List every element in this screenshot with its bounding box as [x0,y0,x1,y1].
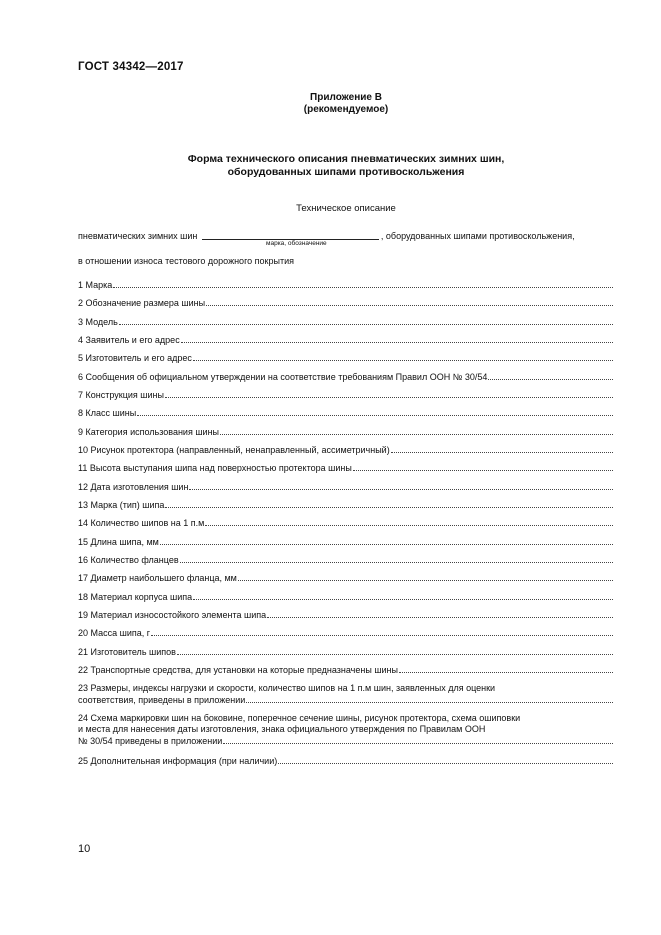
form-item-label: 22 Транспортные средства, для установки на которые предназначены шины [78,665,399,675]
form-item [78,646,613,658]
form-item-24 [78,713,613,747]
fill-in-leader[interactable] [189,481,613,490]
fill-in-leader[interactable] [246,694,613,703]
fill-in-leader[interactable] [181,334,613,343]
fill-in-leader[interactable] [119,316,613,325]
form-item [78,572,613,584]
form-item [78,627,613,639]
form-item [78,316,613,328]
form-item [78,389,613,401]
form-item-label: 23 Размеры, индексы нагрузки и скорости, количество шипов на 1 п.м шин, заявленных для оценки [78,683,496,693]
form-item-label: 11 Высота выступания шипа над поверхностью протектора шины [78,463,352,473]
form-item [78,279,613,291]
standard-code: ГОСТ 34342—2017 [78,61,184,73]
form-item-label: 18 Материал корпуса шипа [78,592,193,602]
form-item-label: 7 Конструкция шины [78,390,164,400]
form-item-label: 9 Категория использования шины [78,427,220,437]
form-item-label: № 30/54 приведены в приложении [78,736,223,746]
fill-in-leader[interactable] [353,462,613,471]
intro-line [78,229,613,241]
fill-in-leader[interactable] [137,407,613,416]
fill-in-leader[interactable] [160,536,613,545]
fill-in-leader[interactable] [223,735,613,744]
fill-in-leader[interactable] [151,627,613,636]
fill-in-leader[interactable] [177,646,613,655]
form-item [78,371,613,383]
form-item-label: 12 Дата изготовления шин [78,482,189,492]
appendix-title: Приложение В [310,92,382,103]
form-item-label: соответствия, приведены в приложении [78,695,246,705]
form-item-label: 19 Материал износостойкого элемента шипа [78,610,267,620]
form-title-line-2: оборудованных шипами противоскольжения [227,166,465,178]
form-item-label: 20 Масса шипа, г [78,628,151,638]
form-item-label: 1 Марка [78,280,113,290]
fill-in-leader[interactable] [206,297,613,306]
form-item-label: 3 Модель [78,317,118,327]
form-item [78,462,613,474]
fill-in-leader[interactable] [205,517,613,526]
form-item [78,536,613,548]
intro-suffix: , оборудованных шипами противоскольжения, [380,231,575,241]
fill-in-leader[interactable] [113,279,613,288]
form-item [78,554,613,566]
fill-in-leader[interactable] [488,371,613,380]
fill-in-leader[interactable] [180,554,613,563]
fill-in-leader[interactable] [193,352,613,361]
fill-in-leader[interactable] [399,664,613,673]
form-item [78,297,613,309]
intro-line-2: в отношении износа тестового дорожного покрытия [78,256,294,266]
fill-in-leader[interactable] [278,755,613,764]
page-number: 10 [78,843,91,855]
form-title-line-1: Форма технического описания пневматических зимних шин, [187,153,505,165]
form-item-label: 25 Дополнительная информация (при наличии) [78,756,278,766]
form-item [78,407,613,419]
form-item-label: 4 Заявитель и его адрес [78,335,180,345]
appendix-status: (рекомендуемое) [303,104,389,115]
form-item-label: 2 Обозначение размера шины [78,298,206,308]
fill-in-leader[interactable] [165,499,613,508]
form-item [78,352,613,364]
form-item [78,591,613,603]
form-item-label: 6 Сообщения об официальном утверждении на соответствие требованиям Правил ООН № 30/54 [78,372,488,382]
brand-blank-field[interactable] [202,229,379,240]
fill-in-leader[interactable] [193,591,613,600]
fill-in-leader[interactable] [391,444,613,453]
form-item-label: 8 Класс шины [78,408,137,418]
form-item [78,444,613,456]
form-item-label: 21 Изготовитель шипов [78,647,176,657]
form-item [78,481,613,493]
form-item [78,609,613,621]
fill-in-leader[interactable] [267,609,613,618]
form-item [78,334,613,346]
form-item-23 [78,683,613,706]
fill-in-leader[interactable] [165,389,613,398]
form-item-label: 24 Схема маркировки шин на боковине, поперечное сечение шины, рисунок протектора, схема ошиповки [78,713,521,723]
form-item-label: и места для нанесения даты изготовления, знака официального утверждения по Правилам ООН [78,724,486,734]
form-item-label: 17 Диаметр наибольшего фланца, мм [78,573,237,583]
brand-field-hint: марка, обозначение [266,240,327,247]
form-item [78,499,613,511]
form-item-label: 15 Длина шипа, мм [78,537,159,547]
form-item [78,664,613,676]
form-item [78,517,613,529]
fill-in-leader[interactable] [238,572,613,581]
form-item-25 [78,755,613,767]
form-item-label: 13 Марка (тип) шипа [78,500,165,510]
form-item-label: 14 Количество шипов на 1 п.м [78,518,205,528]
fill-in-leader[interactable] [220,426,613,435]
form-item-label: 10 Рисунок протектора (направленный, ненаправленный, ассиметричный) [78,445,390,455]
form-item [78,426,613,438]
form-item-label: 5 Изготовитель и его адрес [78,353,192,363]
description-heading: Техническое описание [296,203,396,214]
form-item-label: 16 Количество фланцев [78,555,179,565]
intro-prefix: пневматических зимних шин [78,231,198,241]
